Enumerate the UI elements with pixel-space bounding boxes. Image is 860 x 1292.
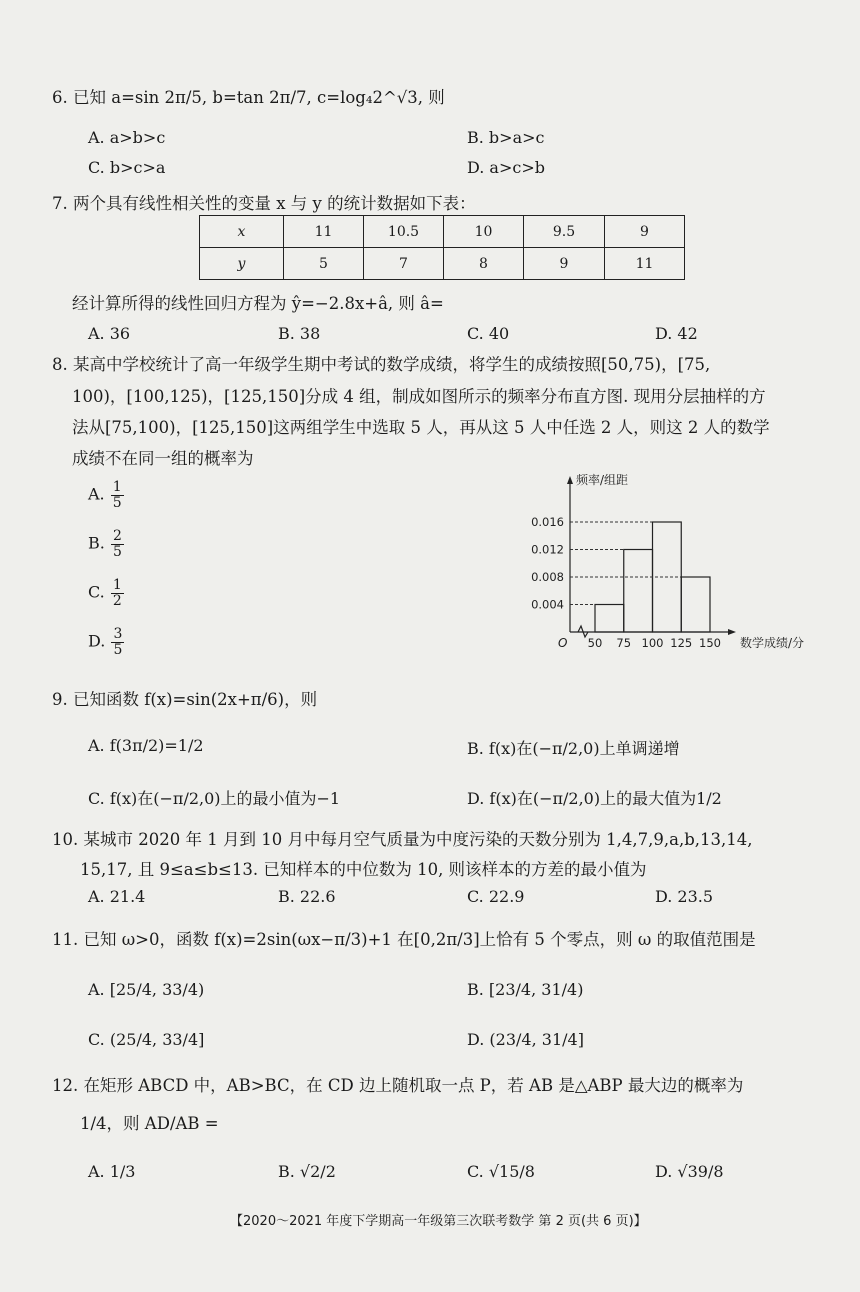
denominator: 5 [112,494,122,511]
y-axis-label: 频率/组距 [576,473,629,487]
q11-stem: 11. 已知 ω>0，函数 f(x)=2sin(ωx−π/3)+1 在[0,2π/3]上恰有 5 个零点，则 ω 的取值范围是 [52,930,756,949]
fraction [111,627,124,657]
q12-line-1: 12. 在矩形 ABCD 中，AB>BC，在 CD 边上随机取一点 P，若 AB 是△ABP 最大边的概率为 [52,1076,744,1095]
table-cell: 9.5 [524,216,605,248]
x-tick-label: 75 [616,636,632,650]
q12-option-a: A. 1/3 [88,1162,136,1181]
q6-option-a: A. a>b>c [88,128,166,147]
q7-followup: 经计算所得的线性回归方程为 ŷ=−2.8x+â, 则 â= [72,294,444,313]
table-cell: 8 [444,248,524,280]
option-label: D. [88,631,106,651]
q9-option-c: C. f(x)在(−π/2,0)上的最小值为−1 [88,789,341,808]
q12-option-b: B. √2/2 [278,1162,336,1181]
histogram-bar [595,605,624,633]
q6-stem-text: 6. 已知 a=sin 2π/5, b=tan 2π/7, c=log₄2^√3, 则 [52,88,445,107]
table-cell: 9 [605,216,685,248]
option-label: C. [88,582,105,602]
q8-option-c [88,578,125,608]
table-cell: 10.5 [364,216,444,248]
origin-label: O [558,636,568,650]
fraction [111,480,124,510]
y-tick-label: 0.008 [531,570,564,584]
q11-option-c: C. (25/4, 33/4] [88,1030,205,1049]
q8-line-2: 100)，[100,125)，[125,150]分成 4 组，制成如图所示的频率分布直方图. 现用分层抽样的方 [72,387,766,406]
q6-option-b: B. b>a>c [467,128,545,147]
denominator: 2 [112,592,122,609]
option-label: B. [88,533,105,553]
x-axis-arrow [728,629,736,635]
q8-line-4: 成绩不在同一组的概率为 [72,449,254,468]
fraction [111,578,124,608]
y-axis-arrow [567,476,573,484]
numerator: 2 [112,528,122,544]
frequency-histogram [500,462,830,662]
q11-option-b: B. [23/4, 31/4) [467,980,584,999]
table-cell: 11 [284,216,364,248]
table-cell: 10 [444,216,524,248]
q7-option-d: D. 42 [655,324,698,343]
q10-option-a: A. 21.4 [88,887,146,906]
denominator: 5 [112,543,122,560]
table-cell: 5 [284,248,364,280]
table-cell: 7 [364,248,444,280]
table-cell: 11 [605,248,685,280]
denominator: 5 [113,641,123,658]
histogram-bar [681,577,710,632]
q8-option-a [88,480,125,510]
q9-stem: 9. 已知函数 f(x)=sin(2x+π/6)，则 [52,690,318,709]
numerator: 1 [112,479,122,495]
fraction [111,529,124,559]
q12-option-d: D. √39/8 [655,1162,724,1181]
y-tick-label: 0.012 [531,542,564,557]
q10-option-d: D. 23.5 [655,887,714,906]
table-row [200,248,685,280]
q6-option-c: C. b>c>a [88,158,166,177]
q7-stem: 7. 两个具有线性相关性的变量 x 与 y 的统计数据如下表： [52,194,476,213]
q11-option-a: A. [25/4, 33/4) [88,980,205,999]
q11-option-d: D. (23/4, 31/4] [467,1030,584,1049]
table-cell: 9 [524,248,605,280]
q8-line-3: 法从[75,100)，[125,150]这两组学生中选取 5 人，再从这 5 人中任选 2 人，则这 2 人的数学 [72,418,770,437]
x-axis-label: 数学成绩/分 [740,636,805,650]
q7-option-b: B. 38 [278,324,321,343]
y-tick-label: 0.016 [531,515,564,529]
histogram-bar [624,550,653,633]
numerator: 1 [112,577,122,593]
x-tick-label: 150 [699,636,721,650]
q7-option-c: C. 40 [467,324,510,343]
page-footer: 【2020～2021 年度下学期高一年级第三次联考数学 第 2 页(共 6 页)】 [230,1214,647,1229]
q6-option-d: D. a>c>b [467,158,545,177]
q9-option-d: D. f(x)在(−π/2,0)上的最大值为1/2 [467,789,722,808]
q6-stem [52,84,445,108]
y-tick-label: 0.004 [531,597,564,612]
q8-option-b [88,529,125,559]
x-tick-label: 125 [670,636,693,650]
table-cell: x [200,216,284,248]
x-tick-label: 100 [641,636,664,650]
table-row [200,216,685,248]
q9-option-b: B. f(x)在(−π/2,0)上单调递增 [467,739,680,758]
q7-data-table [199,215,685,280]
q10-line-1: 10. 某城市 2020 年 1 月到 10 月中每月空气质量为中度污染的天数分别为 1,4,7,9,a,b,13,14, [52,830,753,849]
q10-option-c: C. 22.9 [467,887,525,906]
x-tick-label: 50 [587,636,603,650]
q12-option-c: C. √15/8 [467,1162,535,1181]
option-label: A. [88,484,105,504]
table-cell: y [200,248,284,280]
q12-line-2: 1/4，则 AD/AB = [80,1114,219,1133]
q9-option-a: A. f(3π/2)=1/2 [88,736,204,755]
q8-line-1: 8. 某高中学校统计了高一年级学生期中考试的数学成绩，将学生的成绩按照[50,75)，[75, [52,355,711,374]
q8-option-d [88,627,125,657]
numerator: 3 [113,626,123,642]
q10-line-2: 15,17, 且 9≤a≤b≤13. 已知样本的中位数为 10, 则该样本的方差的最小值为 [80,860,647,879]
q7-option-a: A. 36 [88,324,131,343]
q10-option-b: B. 22.6 [278,887,336,906]
